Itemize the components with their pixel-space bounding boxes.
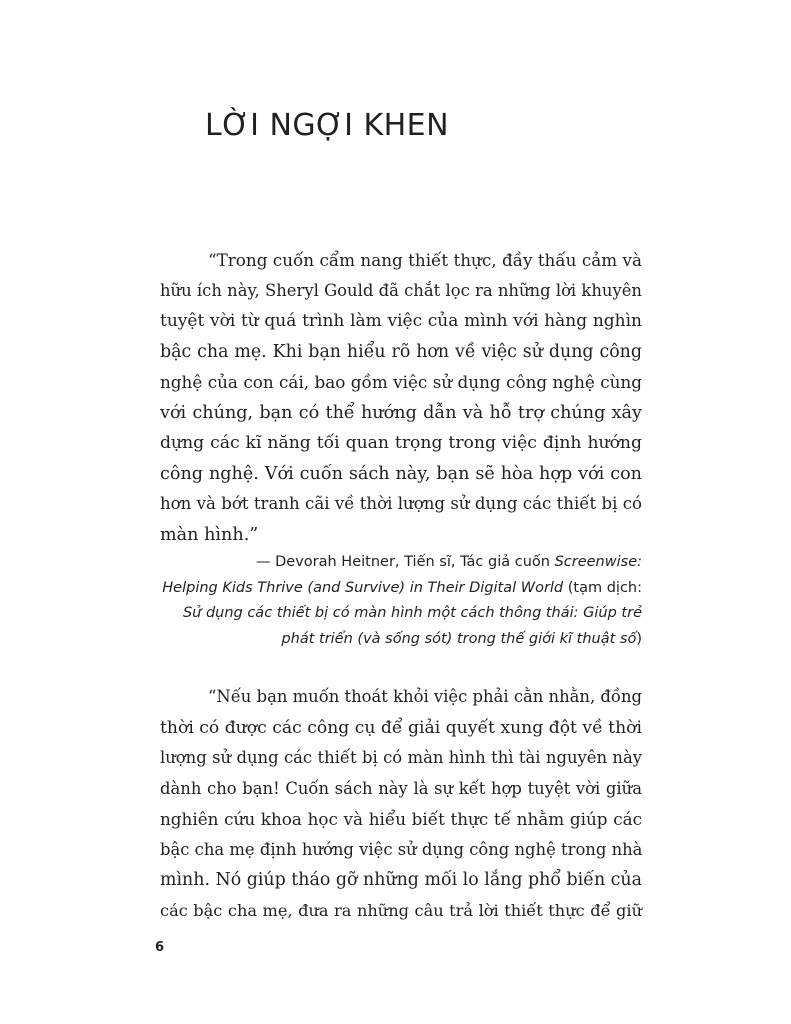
quote-2-line: thời có được các công cụ để giải quyết xung đột về thời — [160, 717, 642, 738]
quote-1-line: màn hình.” — [160, 524, 259, 545]
attribution-line — [160, 627, 642, 653]
quote-1-line: bậc cha mẹ. Khi bạn hiểu rõ hơn về việc sử dụng công — [160, 341, 642, 362]
quote-1-line: tuyệt vời từ quá trình làm việc của mình với hàng nghìn — [160, 311, 642, 331]
quote-2-line: lượng sử dụng các thiết bị có màn hình thì tài nguyên này — [160, 748, 642, 767]
attribution-role: , Tiến sĩ, Tác giả cuốn — [394, 554, 555, 570]
attribution-close-paren: ) — [636, 630, 642, 647]
quote-2-line: “Nếu bạn muốn thoát khỏi việc phải cằn nhằn, đồng — [208, 687, 642, 706]
attribution-book-title: Helping Kids Thrive (and Survive) in Their Digital World — [162, 579, 564, 596]
page-number: 6 — [155, 940, 165, 955]
quote-1-line: hơn và bớt tranh cãi về thời lượng sử dụng các thiết bị có — [160, 494, 642, 513]
quote-1 — [160, 245, 642, 550]
quote-2-line: các bậc cha mẹ, đưa ra những câu trả lời thiết thực để giữ — [160, 900, 642, 920]
quote-2-line: bậc cha mẹ định hướng việc sử dụng công nghệ trong nhà — [160, 839, 643, 859]
attribution-dash: — — [256, 554, 276, 570]
attribution-line — [160, 550, 642, 576]
quote-1-line: với chúng, bạn có thể hướng dẫn và hỗ trợ chúng xây — [160, 402, 642, 423]
quote-1-line: “Trong cuốn cẩm nang thiết thực, đầy thấu cảm và — [208, 250, 642, 270]
quote-2-line: nghiên cứu khoa học và hiểu biết thực tế nhằm giúp các — [160, 809, 642, 829]
quote-2-line: dành cho bạn! Cuốn sách này là sự kết hợp tuyệt vời giữa — [160, 778, 642, 798]
quote-1-line: nghệ của con cái, bao gồm việc sử dụng công nghệ cùng — [160, 372, 642, 392]
attribution-line — [160, 601, 642, 627]
quote-2-line: mình. Nó giúp tháo gỡ những mối lo lắng phổ biến của — [160, 870, 642, 890]
attribution-author: Devorah Heitner — [275, 554, 395, 570]
attribution-1 — [160, 550, 642, 652]
quote-2 — [160, 682, 642, 926]
quote-1-line: dựng các kĩ năng tối quan trọng trong việc định hướng — [160, 433, 642, 453]
attribution-translated-title: Sử dụng các thiết bị có màn hình một cách thông thái: Giúp trẻ — [182, 605, 642, 622]
attribution-book-title: Screenwise: — [554, 554, 642, 570]
page-heading: LỜI NGỢI KHEN — [205, 108, 450, 143]
attribution-translated-title: phát triển (và sống sót) trong thế giới kĩ thuật số — [281, 630, 637, 647]
quote-1-line: hữu ích này, Sheryl Gould đã chắt lọc ra những lời khuyên — [160, 280, 642, 300]
attribution-line — [160, 576, 642, 602]
attribution-translation-note: (tạm dịch: — [563, 579, 642, 596]
quote-1-line: công nghệ. Với cuốn sách này, bạn sẽ hòa hợp với con — [160, 463, 642, 484]
